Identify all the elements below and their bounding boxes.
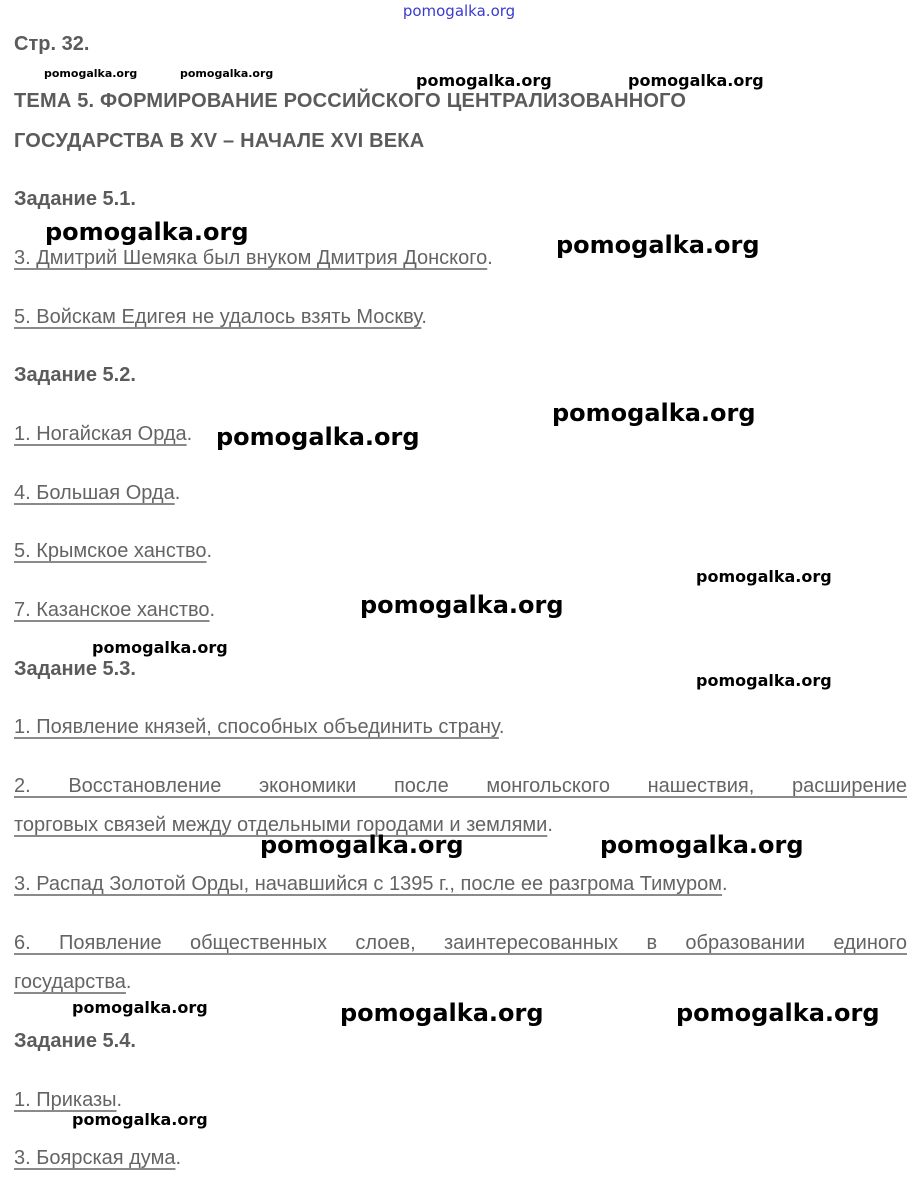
answer-link[interactable]: 4. Большая Орда xyxy=(14,482,175,504)
watermark: pomogalka.org xyxy=(676,999,880,1027)
answer-item[interactable] xyxy=(14,1089,122,1112)
answer-item-line-1[interactable] xyxy=(14,775,907,798)
answer-item-line-1[interactable] xyxy=(14,932,907,955)
watermark: pomogalka.org xyxy=(416,71,552,90)
answer-link[interactable]: 1. Ногайская Орда xyxy=(14,423,187,445)
answer-link[interactable]: 3. Боярская дума xyxy=(14,1147,176,1169)
answer-link[interactable]: 3. Дмитрий Шемяка был внуком Дмитрия Донского xyxy=(14,247,488,269)
answer-period: . xyxy=(174,482,181,504)
answer-period: . xyxy=(206,540,213,562)
answer-item[interactable] xyxy=(14,482,180,505)
watermark: pomogalka.org xyxy=(628,71,764,90)
watermark: pomogalka.org xyxy=(72,1110,208,1129)
watermark: pomogalka.org xyxy=(600,831,804,859)
answer-link[interactable]: 7. Казанское ханство xyxy=(14,599,210,621)
watermark: pomogalka.org xyxy=(72,998,208,1017)
answer-link[interactable]: 5. Войскам Едигея не удалось взять Москву xyxy=(14,306,422,328)
answer-item[interactable] xyxy=(14,247,493,270)
answer-period: . xyxy=(498,716,505,738)
watermark: pomogalka.org xyxy=(260,831,464,859)
watermark: pomogalka.org xyxy=(216,423,420,451)
watermark: pomogalka.org xyxy=(696,567,832,586)
answer-item[interactable] xyxy=(14,423,192,446)
watermark: pomogalka.org xyxy=(552,399,756,427)
answer-item[interactable] xyxy=(14,306,427,329)
answer-item[interactable] xyxy=(14,1147,181,1170)
answer-link[interactable]: 6. Появление общественных слоев, заинтересованных в образовании единого xyxy=(14,932,907,954)
watermark: pomogalka.org xyxy=(360,591,564,619)
task-5-3-title: Задание 5.3. xyxy=(14,658,136,680)
answer-period: . xyxy=(421,306,427,328)
topic-title-line-1: ТЕМА 5. ФОРМИРОВАНИЕ РОССИЙСКОГО ЦЕНТРАЛИЗОВАННОГО xyxy=(14,90,687,112)
answer-item[interactable] xyxy=(14,540,212,563)
answer-period: . xyxy=(547,814,553,836)
watermark: pomogalka.org xyxy=(92,638,228,657)
answer-period: . xyxy=(116,1089,123,1111)
watermark: pomogalka.org xyxy=(44,67,138,80)
answer-item[interactable] xyxy=(14,873,728,896)
watermark: pomogalka.org xyxy=(180,67,274,80)
watermark: pomogalka.org xyxy=(340,999,544,1027)
task-5-2-title: Задание 5.2. xyxy=(14,364,136,386)
answer-link[interactable]: 1. Появление князей, способных объединить страну xyxy=(14,716,499,738)
site-watermark-top[interactable]: pomogalka.org xyxy=(402,2,516,20)
watermark: pomogalka.org xyxy=(696,671,832,690)
answer-link[interactable]: 2. Восстановление экономики после монгольского нашествия, расширение xyxy=(14,775,907,797)
task-5-1-title: Задание 5.1. xyxy=(14,188,136,210)
answer-period: . xyxy=(209,599,216,621)
answer-period: . xyxy=(186,423,193,445)
answer-period: . xyxy=(125,971,132,993)
answer-item[interactable] xyxy=(14,599,215,622)
answer-link[interactable]: 1. Приказы xyxy=(14,1089,117,1111)
answer-link[interactable]: государства xyxy=(14,971,126,993)
answer-item-line-2[interactable] xyxy=(14,971,131,994)
watermark: pomogalka.org xyxy=(45,218,249,246)
task-5-4-title: Задание 5.4. xyxy=(14,1030,136,1052)
answer-item[interactable] xyxy=(14,716,504,739)
watermark: pomogalka.org xyxy=(556,231,760,259)
topic-title-line-2: ГОСУДАРСТВА В XV – НАЧАЛЕ XVI ВЕКА xyxy=(14,130,425,152)
answer-period: . xyxy=(722,873,728,895)
answer-period: . xyxy=(175,1147,182,1169)
answer-link[interactable]: 3. Распад Золотой Орды, начавшийся с 1395 г., после ее разгрома Тимуром xyxy=(14,873,723,895)
answer-link[interactable]: 5. Крымское ханство xyxy=(14,540,207,562)
answer-period: . xyxy=(487,247,493,269)
page-reference: Стр. 32. xyxy=(14,33,90,55)
answer-link[interactable]: торговых связей между отдельными городами и землями xyxy=(14,814,548,836)
